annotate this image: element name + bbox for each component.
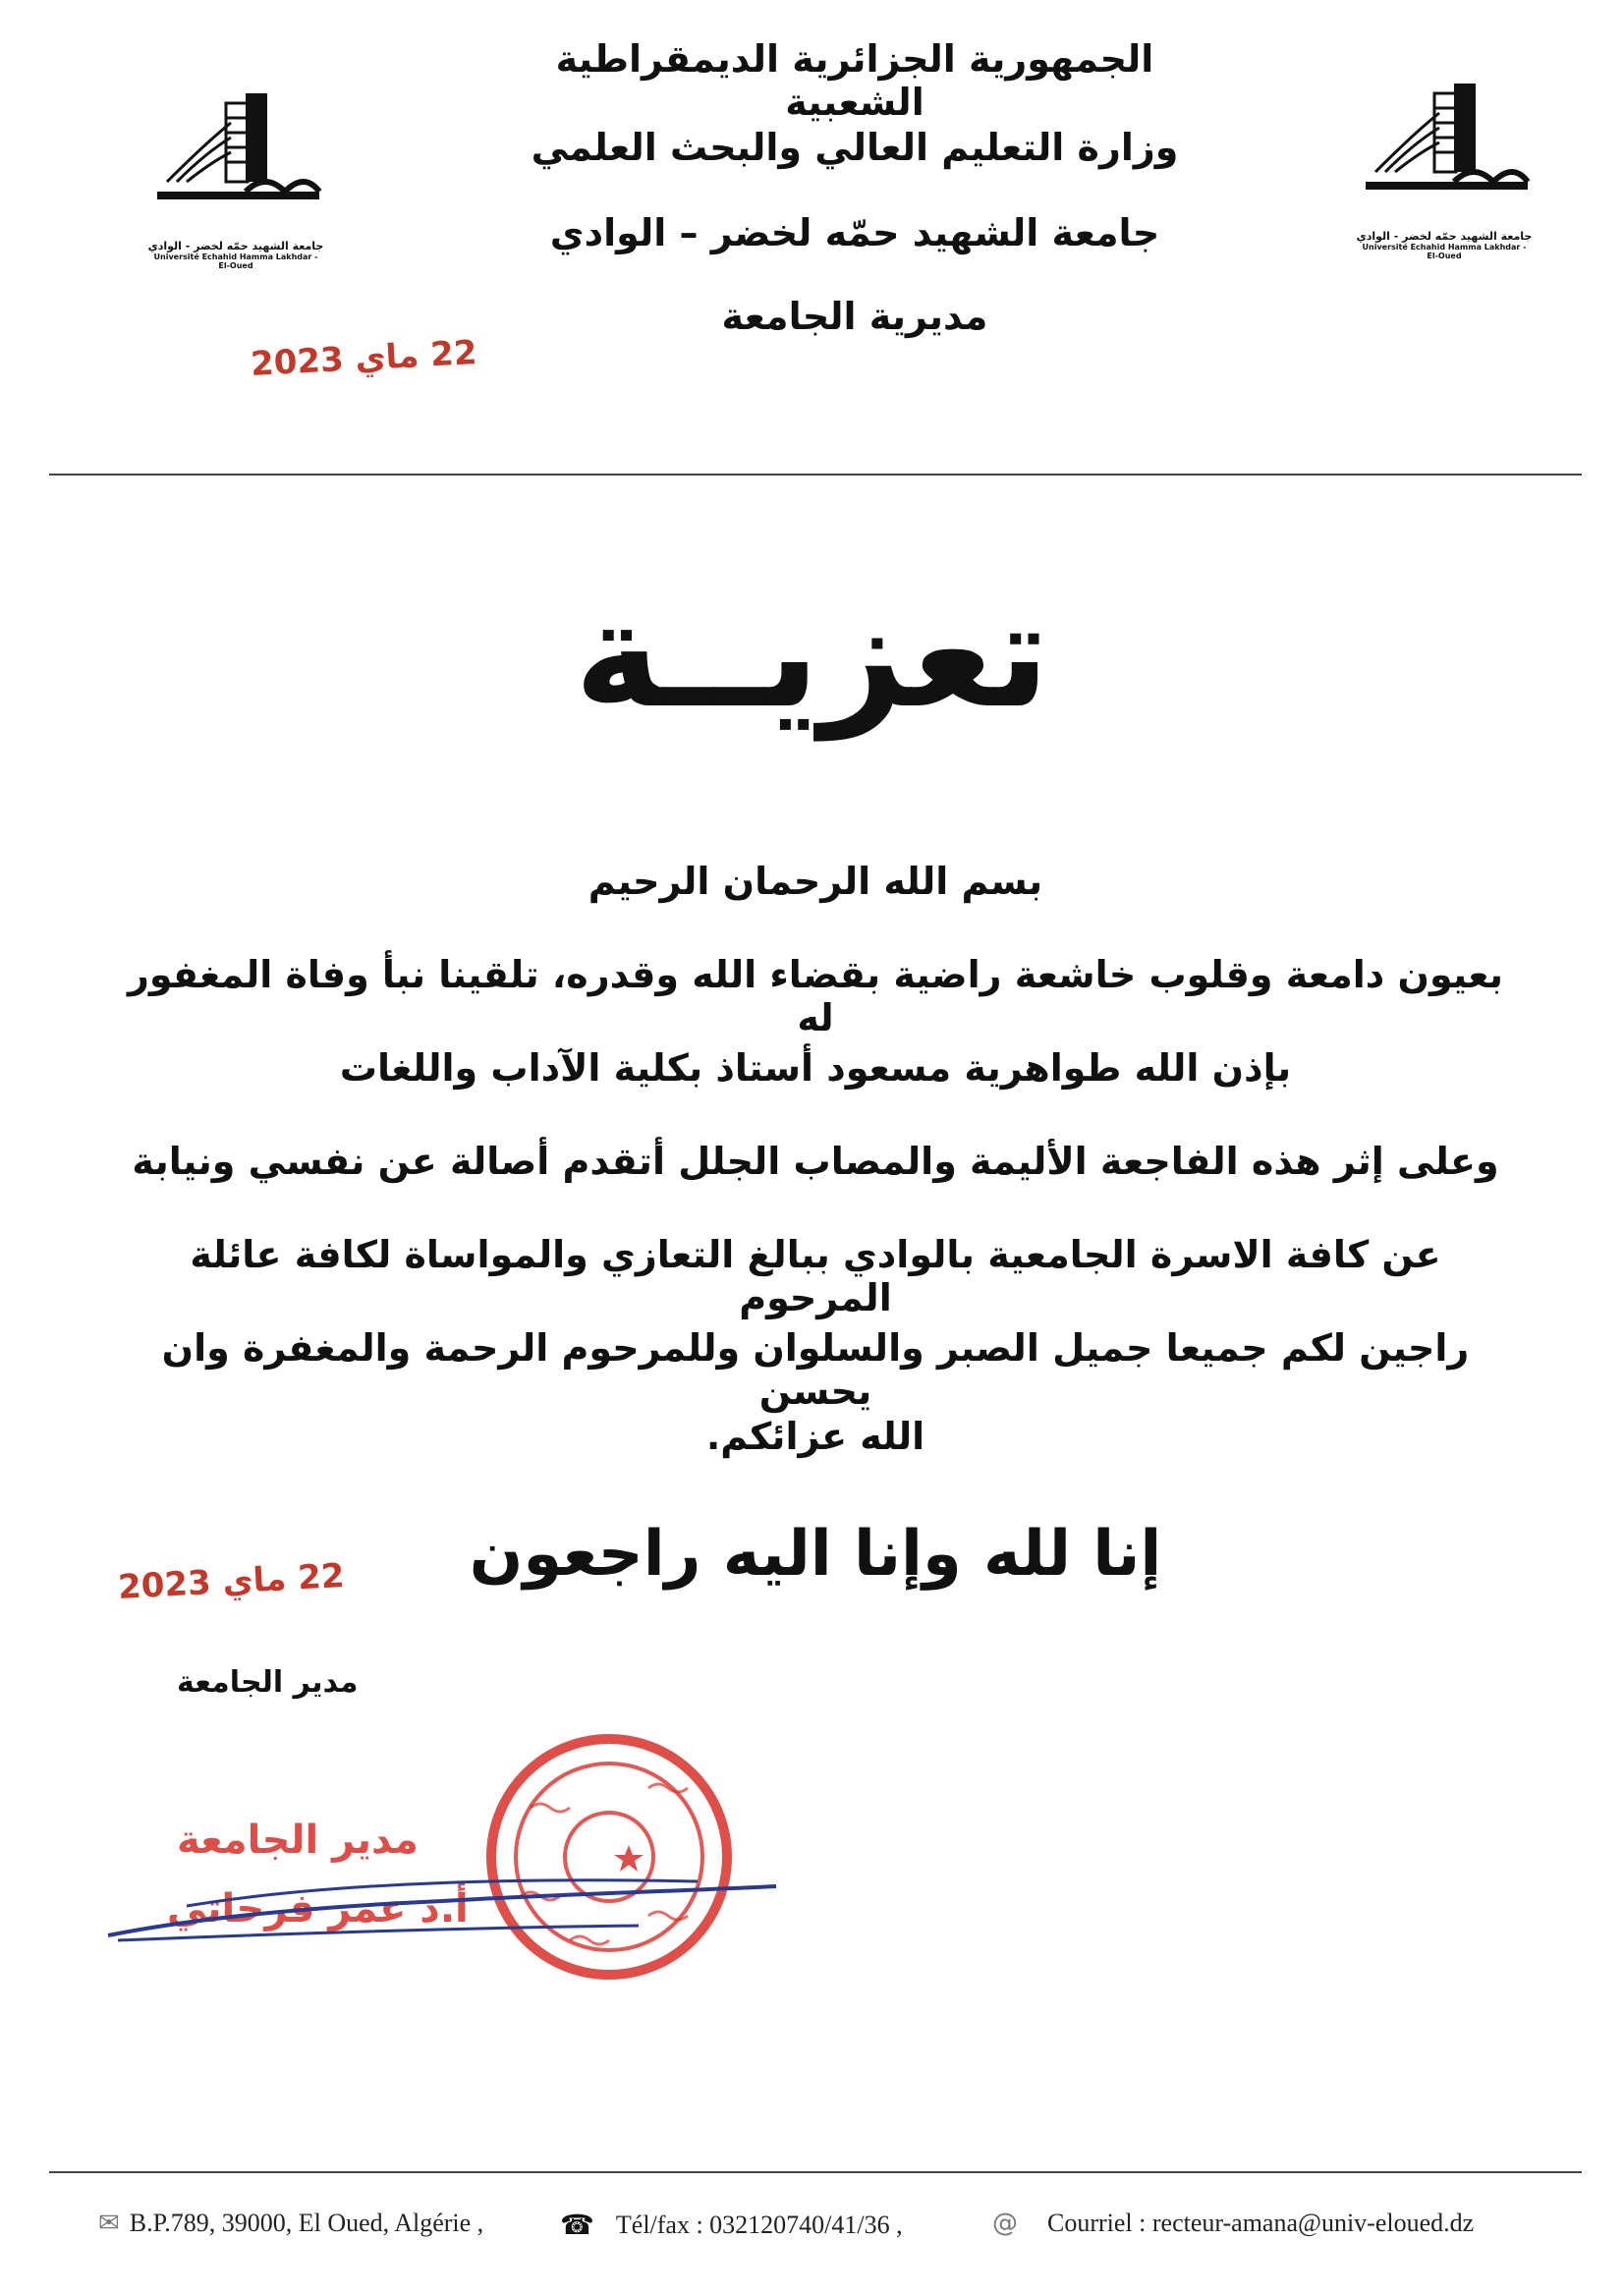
stamp-name-text: أ.د عمر فرحاتي bbox=[167, 1886, 469, 1932]
university-building-icon bbox=[147, 59, 324, 236]
header-divider bbox=[49, 474, 1582, 476]
logo-caption-french: Université Echahid Hamma Lakhdar - El-Oued bbox=[153, 252, 318, 270]
handwritten-date-bottom: 22 ماي 2023 bbox=[117, 1555, 346, 1608]
signatory-title: مدير الجامعة bbox=[177, 1665, 359, 1700]
body-line-2: بإذن الله طواهرية مسعود أستاذ بكلية الآداب واللغات bbox=[339, 1046, 1292, 1090]
footer-email: Courriel : recteur-amana@univ-eloued.dz bbox=[1047, 2209, 1475, 2237]
footer-address-block bbox=[98, 2209, 483, 2238]
body-line-6: الله عزائكم. bbox=[705, 1415, 925, 1458]
footer-address: B.P.789, 39000, El Oued, Algérie , bbox=[129, 2209, 484, 2237]
logo-caption-french: Université Echahid Hamma Lakhdar - El-Oued bbox=[1362, 243, 1527, 260]
basmala: بسم الله الرحمان الرحيم bbox=[588, 860, 1043, 903]
logo-caption-arabic: جامعة الشهيد حمّه لخضر - الوادي bbox=[1356, 230, 1533, 243]
footer-divider bbox=[49, 2171, 1582, 2173]
header-republic: الجمهورية الجزائرية الديمقراطية الشعبية bbox=[555, 37, 1154, 124]
body-line-1: بعيون دامعة وقلوب خاشعة راضية بقضاء الله وقدره، تلقينا نبأ وفاة المغفور له bbox=[127, 953, 1504, 1039]
body-line-5: راجين لكم جميعا جميل الصبر والسلوان وللمرحوم الرحمة والمغفرة وان يحسن bbox=[161, 1326, 1470, 1413]
telephone-icon: ☎ bbox=[560, 2209, 594, 2241]
logo-caption-arabic: جامعة الشهيد حمّه لخضر - الوادي bbox=[147, 240, 324, 252]
university-logo-right bbox=[1356, 49, 1533, 260]
email-at-icon: @ bbox=[992, 2209, 1018, 2238]
header-university: جامعة الشهيد حمّه لخضر – الوادي bbox=[549, 211, 1160, 254]
body-line-4: عن كافة الاسرة الجامعية بالوادي ببالغ التعازي والمواساة لكافة عائلة المرحوم bbox=[190, 1233, 1441, 1319]
footer-email-block bbox=[992, 2209, 1474, 2238]
body-line-3: وعلى إثر هذه الفاجعة الأليمة والمصاب الجلل أتقدم أصالة عن نفسي ونيابة bbox=[132, 1140, 1499, 1183]
header-directorate: مديرية الجامعة bbox=[721, 295, 988, 338]
page-title: تعزيــة bbox=[574, 570, 1050, 741]
university-logo-left bbox=[147, 59, 324, 270]
mail-envelope-icon: ✉ bbox=[98, 2209, 120, 2238]
stamp-title-text: مدير الجامعة bbox=[177, 1818, 419, 1863]
header-ministry: وزارة التعليم العالي والبحث العلمي bbox=[531, 126, 1179, 169]
university-building-icon bbox=[1356, 49, 1533, 226]
closing-phrase: إنا لله وإنا اليه راجعون bbox=[469, 1518, 1162, 1591]
handwritten-signature bbox=[88, 1847, 796, 1965]
handwritten-date-top: 22 ماي 2023 bbox=[250, 332, 478, 385]
footer-phone-block bbox=[560, 2209, 903, 2241]
footer-phone: Tél/fax : 032120740/41/36 , bbox=[615, 2210, 903, 2239]
